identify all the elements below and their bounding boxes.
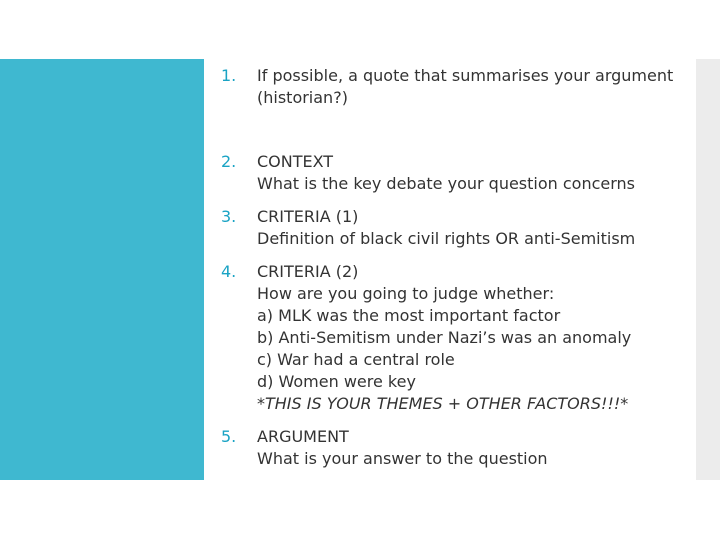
item-line: (historian?) — [257, 88, 348, 107]
list-number: 3. — [221, 207, 237, 226]
item-line: a) MLK was the most important factor — [257, 306, 561, 325]
item-heading: CRITERIA (1) — [257, 207, 359, 226]
item-line: d) Women were key — [257, 372, 416, 391]
item-line: c) War had a central role — [257, 350, 455, 369]
list-number: 2. — [221, 152, 237, 171]
item-line: What is your answer to the question — [257, 449, 548, 468]
item-line: If possible, a quote that summarises your argument — [257, 66, 674, 85]
item-line: b) Anti-Semitism under Nazi’s was an anomaly — [257, 328, 632, 347]
item-line: Definition of black civil rights OR anti-Semitism — [257, 229, 636, 248]
item-heading: CRITERIA (2) — [257, 262, 359, 281]
list-number: 1. — [221, 66, 237, 85]
list-number: 4. — [221, 262, 237, 281]
list-number: 5. — [221, 427, 237, 446]
item-heading: CONTEXT — [257, 152, 334, 171]
item-heading: ARGUMENT — [257, 427, 349, 446]
accent-bar — [0, 59, 204, 480]
item-line: How are you going to judge whether: — [257, 284, 555, 303]
item-line: What is the key debate your question concerns — [257, 174, 636, 193]
numbered-list — [204, 59, 696, 480]
item-emphasis-line: *THIS IS YOUR THEMES + OTHER FACTORS!!!* — [257, 394, 629, 413]
side-strip — [696, 59, 720, 480]
